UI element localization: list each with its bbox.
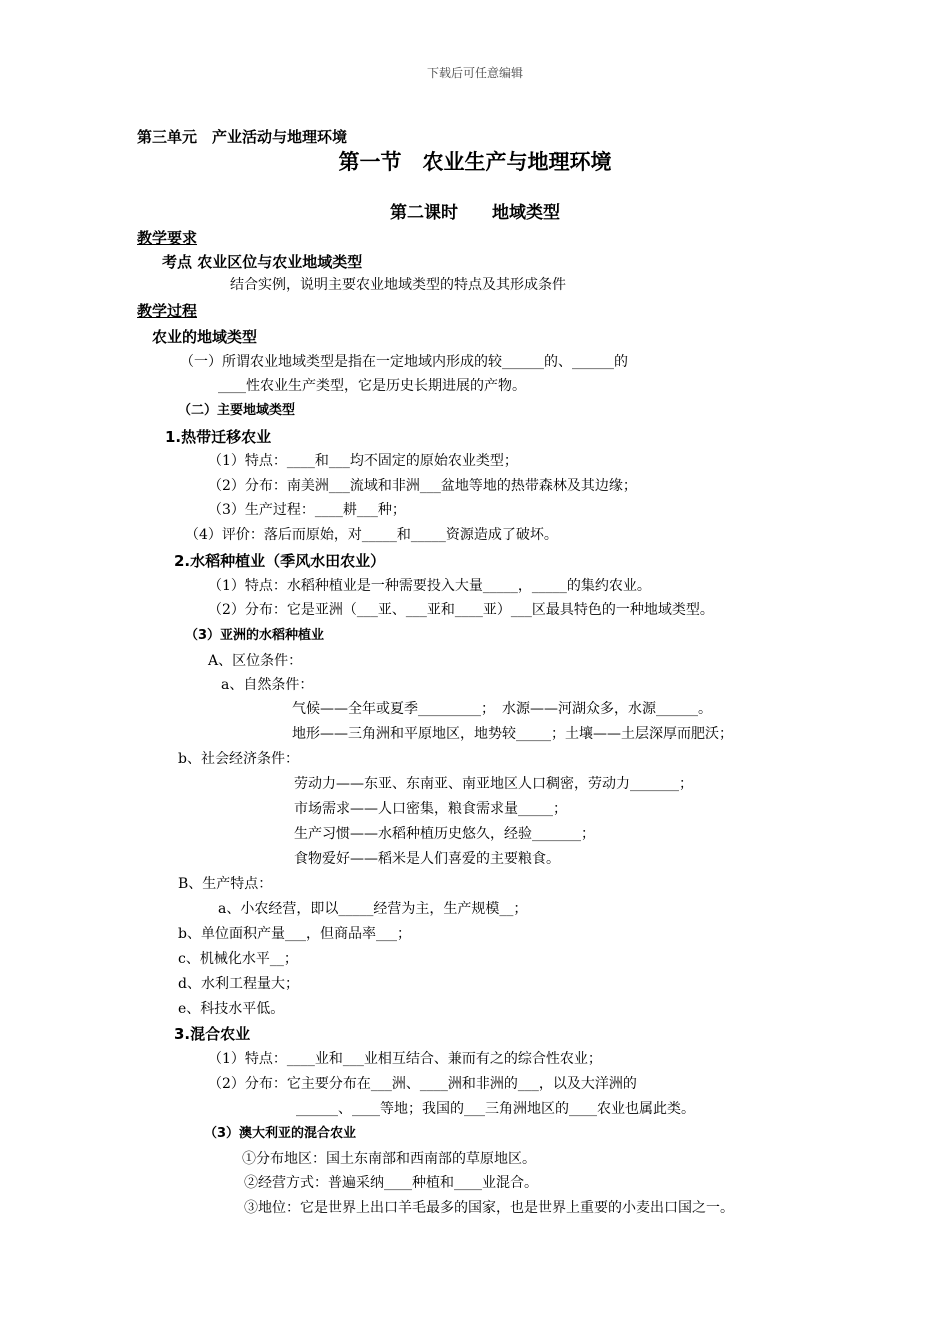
shifting-title: 1.热带迁移农业 xyxy=(165,428,272,446)
process-heading: 教学过程 xyxy=(137,302,198,320)
shifting-feature: （1）特点：____和___均不固定的原始农业类型； xyxy=(208,453,518,469)
socioeconomic-conditions: b、社会经济条件： xyxy=(178,751,299,767)
page-header: 下载后可任意编辑 xyxy=(426,66,523,80)
definition-line-2: ____性农业生产类型，它是历史长期进展的产物。 xyxy=(218,378,526,394)
australia-heading: （3）澳大利亚的混合农业 xyxy=(204,1126,357,1141)
australia-status: ③地位：它是世界上出口羊毛最多的国家，也是世界上重要的小麦出口国之一。 xyxy=(244,1200,734,1216)
rice-distribution: （2）分布：它是亚洲（___亚、___亚和____亚）___区最具特色的一种地域类型。 xyxy=(208,602,714,618)
mixed-distribution-1: （2）分布：它主要分布在___洲、____洲和非洲的___，以及大洋洲的 xyxy=(208,1076,637,1092)
shifting-distribution: （2）分布：南美洲___流域和非洲___盆地等地的热带森林及其边缘； xyxy=(208,478,637,494)
production-features: B、生产特点： xyxy=(178,876,273,892)
main-types-heading: （二）主要地域类型 xyxy=(178,403,296,418)
feature-b: b、单位面积产量___，但商品率___； xyxy=(178,926,411,942)
mixed-title: 3.混合农业 xyxy=(174,1025,251,1043)
australia-area: ①分布地区：国土东南部和西南部的草原地区。 xyxy=(242,1151,536,1167)
feature-c: c、机械化水平__； xyxy=(178,951,298,967)
labor: 劳动力——东亚、东南亚、南亚地区人口稠密，劳动力_______； xyxy=(294,776,693,792)
australia-method: ②经营方式：普遍采纳____种植和____业混合。 xyxy=(244,1175,538,1191)
feature-e: e、科技水平低。 xyxy=(178,1001,285,1017)
feature-d: d、水利工程量大； xyxy=(178,976,299,992)
rice-title: 2.水稻种植业（季风水田农业） xyxy=(174,552,386,570)
requirements-desc: 结合实例，说明主要农业地域类型的特点及其形成条件 xyxy=(230,277,566,293)
rice-feature: （1）特点：水稻种植业是一种需要投入大量_____，_____的集约农业。 xyxy=(208,578,651,594)
requirements-point: 考点 农业区位与农业地域类型 xyxy=(162,253,363,271)
mixed-feature: （1）特点：____业和___业相互结合、兼而有之的综合性农业； xyxy=(208,1051,602,1067)
definition-line-1: （一）所谓农业地域类型是指在一定地域内形成的较______的、______的 xyxy=(180,354,628,370)
mixed-distribution-2: ______、____等地；我国的___三角洲地区的____农业也属此类。 xyxy=(296,1101,695,1117)
natural-climate-water: 气候——全年或夏季_________； 水源——河湖众多，水源______。 xyxy=(292,701,712,717)
requirements-heading: 教学要求 xyxy=(137,229,198,247)
section-title: 第一节 农业生产与地理环境 xyxy=(338,150,612,174)
unit-title: 第三单元 产业活动与地理环境 xyxy=(137,128,348,146)
production-habit: 生产习惯——水稻种植历史悠久，经验_______； xyxy=(294,826,595,842)
feature-a: a、小农经营，即以_____经营为主，生产规模__； xyxy=(218,901,528,917)
lesson-title: 第二课时 地域类型 xyxy=(390,203,560,223)
natural-conditions: a、自然条件： xyxy=(221,677,314,693)
market-demand: 市场需求——人口密集，粮食需求量_____； xyxy=(294,801,567,817)
process-topic: 农业的地域类型 xyxy=(152,328,258,346)
rice-asia-heading: （3）亚洲的水稻种植业 xyxy=(185,628,325,643)
shifting-evaluation: （4）评价：落后而原始，对_____和_____资源造成了破坏。 xyxy=(185,527,558,543)
food-preference: 食物爱好——稻米是人们喜爱的主要粮食。 xyxy=(294,851,560,867)
shifting-process: （3）生产过程：____耕___种； xyxy=(208,502,406,518)
natural-terrain-soil: 地形——三角洲和平原地区，地势较_____；土壤——土层深厚而肥沃； xyxy=(292,726,733,742)
location-conditions: A、区位条件： xyxy=(208,653,303,669)
